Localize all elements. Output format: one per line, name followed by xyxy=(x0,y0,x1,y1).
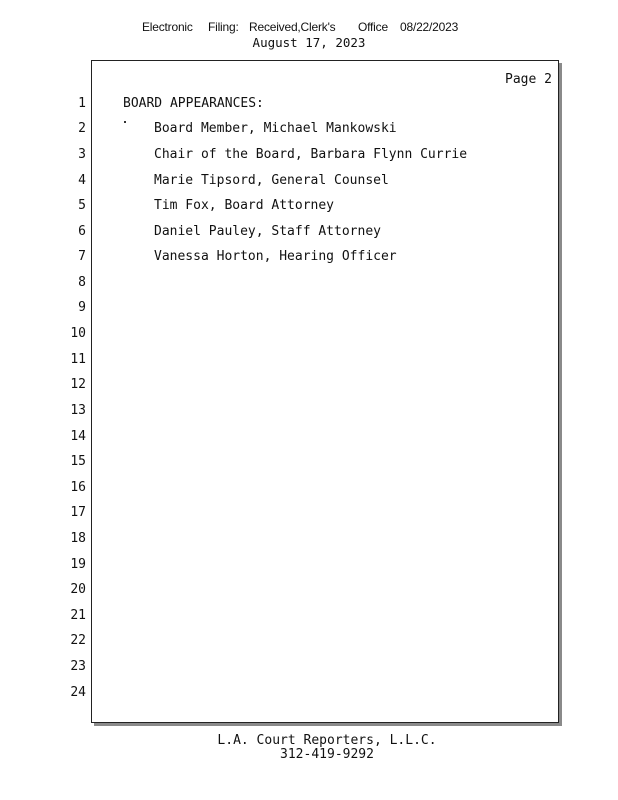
line-number: 18 xyxy=(70,531,86,546)
page-number: Page 2 xyxy=(505,72,552,87)
line-number: 24 xyxy=(70,685,86,700)
line-number: 22 xyxy=(70,633,86,648)
line-number: 8 xyxy=(78,275,86,290)
hearing-date: August 17, 2023 xyxy=(252,35,366,50)
board-appearances-heading: BOARD APPEARANCES: xyxy=(123,96,264,111)
filing-received-clerks: Received,Clerk's xyxy=(249,20,336,34)
line-number: 9 xyxy=(78,300,86,315)
line-number: 14 xyxy=(70,429,86,444)
line-number: 6 xyxy=(78,224,86,239)
appearance-entry: Vanessa Horton, Hearing Officer xyxy=(154,249,397,264)
line-number: 17 xyxy=(70,505,86,520)
line-number: 20 xyxy=(70,582,86,597)
line-number: 10 xyxy=(70,326,86,341)
electronic-filing-header xyxy=(0,20,618,36)
court-reporter-name: L.A. Court Reporters, L.L.C. xyxy=(217,733,437,748)
court-reporter-phone: 312-419-9292 xyxy=(280,747,374,762)
line-number: 23 xyxy=(70,659,86,674)
line-number: 3 xyxy=(78,147,86,162)
line-number: 19 xyxy=(70,557,86,572)
line-number: 2 xyxy=(78,121,86,136)
line-number: 12 xyxy=(70,377,86,392)
line-number: 11 xyxy=(70,352,86,367)
line-number: 5 xyxy=(78,198,86,213)
appearance-entry: Marie Tipsord, General Counsel xyxy=(154,173,389,188)
stray-mark xyxy=(124,121,126,123)
line-number: 16 xyxy=(70,480,86,495)
appearance-entry: Board Member, Michael Mankowski xyxy=(154,121,397,136)
appearance-entry: Tim Fox, Board Attorney xyxy=(154,198,335,213)
line-number: 7 xyxy=(78,249,86,264)
line-number: 4 xyxy=(78,173,86,188)
filing-label: Filing: xyxy=(208,20,239,34)
line-number: 21 xyxy=(70,608,86,623)
appearance-entry: Daniel Pauley, Staff Attorney xyxy=(154,224,381,239)
filing-office-word: Office xyxy=(358,20,388,34)
line-number: 1 xyxy=(78,96,86,111)
appearance-entry: Chair of the Board, Barbara Flynn Currie xyxy=(154,147,468,162)
line-number: 15 xyxy=(70,454,86,469)
filing-electronic-word: Electronic xyxy=(142,20,193,34)
filing-date: 08/22/2023 xyxy=(400,20,459,34)
line-number: 13 xyxy=(70,403,86,418)
